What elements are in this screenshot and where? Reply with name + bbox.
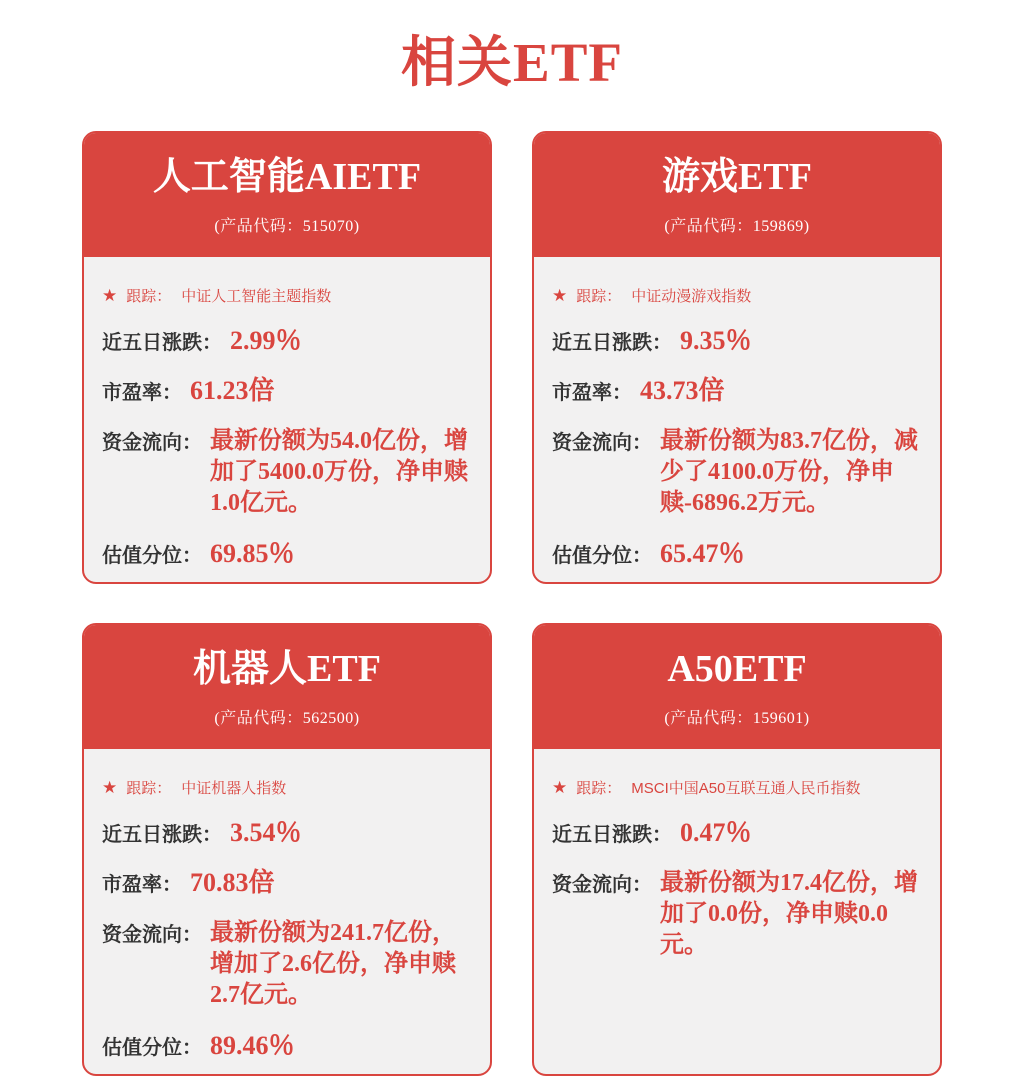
flow-value: 最新份额为54.0亿份，增加了5400.0万份，净申赎1.0亿元。 [210, 427, 468, 517]
track-row [552, 285, 922, 306]
pe-label: 市盈率： [102, 381, 182, 404]
valuation-row [552, 539, 922, 569]
valuation-value: 89.46％ [210, 1031, 295, 1061]
page-title: 相关ETF [401, 32, 623, 93]
five-day-row [552, 818, 922, 848]
track-label: 跟踪： [576, 287, 622, 305]
star-icon: ★ [102, 777, 118, 797]
card-product-code: (产品代码：562500) [214, 709, 360, 727]
track-label: 跟踪： [126, 779, 172, 797]
flow-label: 资金流向： [102, 923, 202, 946]
valuation-row [102, 539, 472, 569]
five-day-label: 近五日涨跌： [552, 823, 672, 846]
five-day-label: 近五日涨跌： [102, 331, 222, 354]
five-day-label: 近五日涨跌： [552, 331, 672, 354]
flow-row [552, 426, 922, 520]
valuation-label: 估值分位： [102, 545, 202, 568]
card-header [534, 133, 940, 257]
valuation-value: 69.85％ [210, 539, 295, 569]
card-body [534, 749, 940, 1074]
card-header [534, 625, 940, 749]
card-title: 人工智能AIETF [152, 156, 422, 198]
star-icon: ★ [102, 285, 118, 305]
five-day-row [552, 326, 922, 356]
card-header [84, 625, 490, 749]
track-index: 中证机器人指数 [181, 779, 287, 797]
valuation-label: 估值分位： [552, 545, 652, 568]
card-product-code: (产品代码：515070) [214, 217, 360, 235]
pe-value: 70.83倍 [190, 867, 275, 897]
card-title: 游戏ETF [662, 156, 812, 198]
flow-row [102, 918, 472, 1012]
flow-label: 资金流向： [102, 431, 202, 454]
five-day-label: 近五日涨跌： [102, 823, 222, 846]
etf-cards-grid [0, 131, 1024, 1076]
card-title: A50ETF [667, 648, 807, 690]
five-day-value: 2.99％ [230, 325, 302, 355]
five-day-row [102, 818, 472, 848]
five-day-value: 0.47％ [680, 817, 752, 847]
track-index: 中证动漫游戏指数 [631, 287, 752, 305]
flow-value: 最新份额为17.4亿份，增加了0.0份，净申赎0.0元。 [660, 869, 918, 959]
track-row [102, 777, 472, 798]
flow-value: 最新份额为83.7亿份，减少了4100.0万份，净申赎-6896.2万元。 [660, 427, 918, 517]
track-index: 中证人工智能主题指数 [181, 287, 332, 305]
flow-value: 最新份额为241.7亿份，增加了2.6亿份，净申赎2.7亿元。 [210, 919, 456, 1009]
etf-card-robot [82, 623, 492, 1076]
pe-value: 43.73倍 [640, 375, 725, 405]
pe-value: 61.23倍 [190, 375, 275, 405]
flow-row [552, 868, 922, 962]
etf-card-game [532, 131, 942, 584]
card-product-code: (产品代码：159869) [664, 217, 810, 235]
star-icon: ★ [552, 777, 568, 797]
card-body [84, 257, 490, 582]
flow-label: 资金流向： [552, 431, 652, 454]
five-day-row [102, 326, 472, 356]
valuation-label: 估值分位： [102, 1037, 202, 1060]
card-title: 机器人ETF [193, 648, 381, 690]
track-index: MSCI中国A50互联互通人民币指数 [631, 779, 861, 797]
pe-label: 市盈率： [552, 381, 632, 404]
valuation-row [102, 1031, 472, 1061]
pe-row [102, 376, 472, 406]
flow-label: 资金流向： [552, 873, 652, 896]
track-row [102, 285, 472, 306]
track-row [552, 777, 922, 798]
card-body [84, 749, 490, 1074]
flow-row [102, 426, 472, 520]
pe-row [102, 868, 472, 898]
pe-label: 市盈率： [102, 873, 182, 896]
card-body [534, 257, 940, 582]
etf-card-a50 [532, 623, 942, 1076]
etf-card-ai [82, 131, 492, 584]
valuation-value: 65.47％ [660, 539, 745, 569]
card-header [84, 133, 490, 257]
five-day-value: 3.54％ [230, 817, 302, 847]
pe-row [552, 376, 922, 406]
five-day-value: 9.35％ [680, 325, 752, 355]
star-icon: ★ [552, 285, 568, 305]
track-label: 跟踪： [126, 287, 172, 305]
track-label: 跟踪： [576, 779, 622, 797]
card-product-code: (产品代码：159601) [664, 709, 810, 727]
